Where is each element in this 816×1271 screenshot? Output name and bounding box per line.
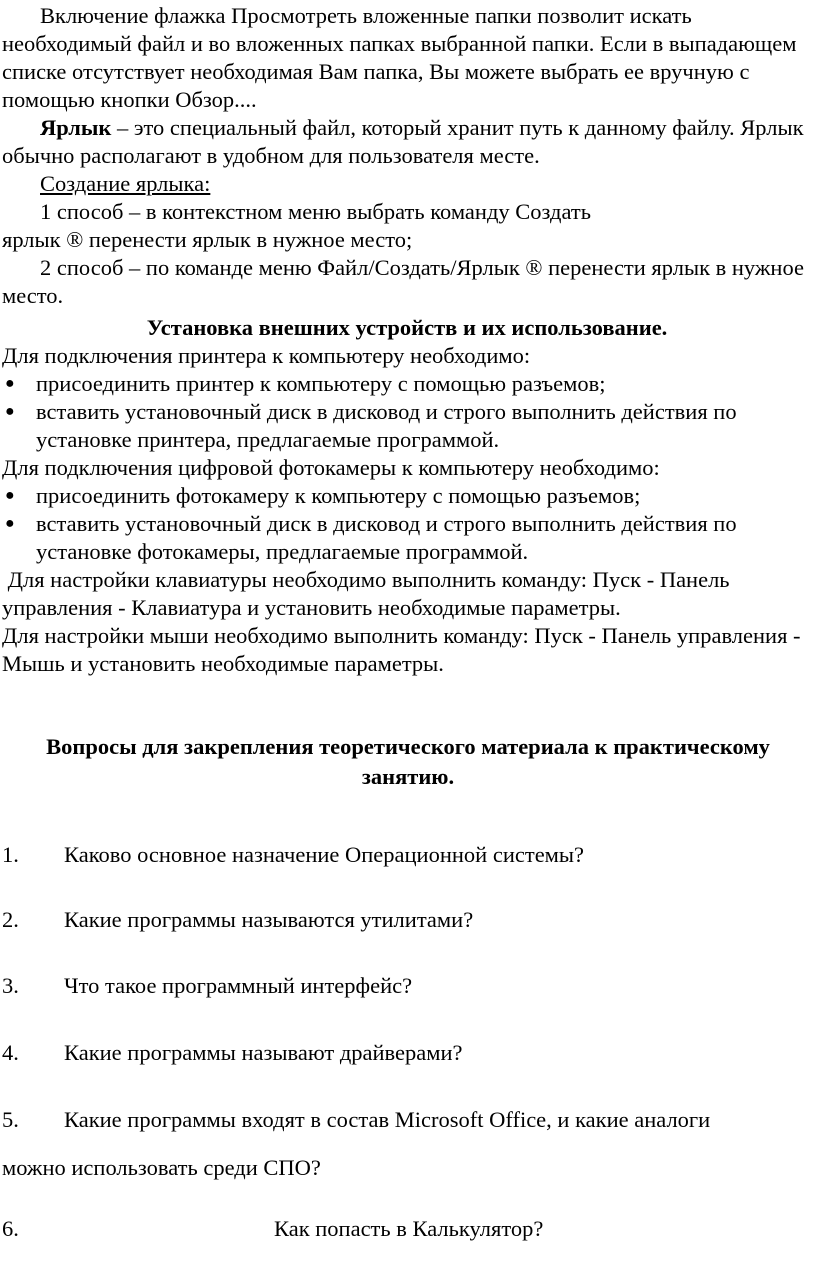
- question-item: [2, 1039, 812, 1067]
- question-text: Каково основное назначение Операционной системы?: [64, 842, 585, 867]
- question-text-continuation: можно использовать среди СПО?: [2, 1155, 321, 1180]
- question-number: 3.: [2, 973, 19, 998]
- bullet-icon: ●: [5, 403, 15, 420]
- question-item: [2, 1106, 812, 1182]
- camera-intro: Для подключения цифровой фотокамеры к компьютеру необходимо:: [2, 455, 660, 480]
- question-text: Что такое программный интерфейс?: [64, 973, 413, 998]
- question-text: Как попасть в Калькулятор?: [274, 1216, 544, 1241]
- paragraph-subfolders: Включение флажка Просмотреть вложенные папки позволит искать необходимый файл и во вложенных папках выбранной папки. Если в выпадающем списке отсутствует необходимая Вам папка, Вы можете выбрать ее вручную с помощью кнопки Обзор....: [2, 3, 797, 112]
- questions-title: Вопросы для закрепления теоретического материала к практическому занятию.: [46, 734, 770, 789]
- question-item: [2, 841, 812, 869]
- keyboard-settings: Для настройки клавиатуры необходимо выполнить команду: Пуск - Панель управления - Клавиатура и установить необходимые параметры.: [2, 567, 736, 620]
- question-number: 4.: [2, 1040, 19, 1065]
- question-text: Какие программы входят в состав Microsoft Office, и какие аналоги: [64, 1107, 711, 1132]
- list-item: ● вставить установочный диск в дисковод и строго выполнить действия по установке принтера, предлагаемые программой.: [5, 399, 737, 452]
- list-item: ● присоединить фотокамеру к компьютеру с помощью разъемов;: [5, 483, 641, 508]
- question-number: 6.: [2, 1216, 19, 1241]
- paragraph-shortcut-definition: [2, 114, 812, 170]
- text-body: [2, 2, 812, 678]
- printer-intro: Для подключения принтера к компьютеру необходимо:: [2, 343, 531, 368]
- bullet-icon: ●: [5, 515, 15, 532]
- question-number: 1.: [2, 842, 19, 867]
- question-number: 5.: [2, 1107, 19, 1132]
- mouse-settings: Для настройки мыши необходимо выполнить команду: Пуск - Панель управления - Мышь и установить необходимые параметры.: [2, 623, 801, 676]
- devices-heading: Установка внешних устройств и их использование.: [146, 315, 668, 340]
- question-item: [2, 906, 812, 934]
- printer-steps-list: [2, 370, 812, 454]
- paragraph-method-2: 2 способ – по команде меню Файл/Создать/Ярлык ® перенести ярлык в нужное место.: [2, 255, 804, 308]
- paragraph-create-shortcut-heading: [2, 170, 812, 198]
- bullet-icon: ●: [5, 487, 15, 504]
- shortcut-definition-text: – это специальный файл, который хранит путь к данному файлу. Ярлык обычно располагают в удобном для пользователя месте.: [2, 115, 804, 168]
- list-item: ● вставить установочный диск в дисковод и строго выполнить действия по установке фотокамеры, предлагаемые программой.: [5, 511, 737, 564]
- list-item: ● присоединить принтер к компьютеру с помощью разъемов;: [5, 371, 606, 396]
- question-item: [2, 1215, 812, 1243]
- question-number: 2.: [2, 907, 19, 932]
- camera-steps-list: [2, 482, 812, 566]
- create-shortcut-heading: Создание ярлыка:: [40, 171, 211, 196]
- term-shortcut: Ярлык: [40, 115, 112, 140]
- paragraph-method-1: 1 способ – в контекстном меню выбрать команду Создать ярлык ® перенести ярлык в нужное место;: [2, 199, 591, 252]
- question-item: [2, 972, 812, 1000]
- question-text: Какие программы называются утилитами?: [64, 907, 474, 932]
- question-text: Какие программы называют драйверами?: [64, 1040, 463, 1065]
- bullet-icon: ●: [5, 375, 15, 392]
